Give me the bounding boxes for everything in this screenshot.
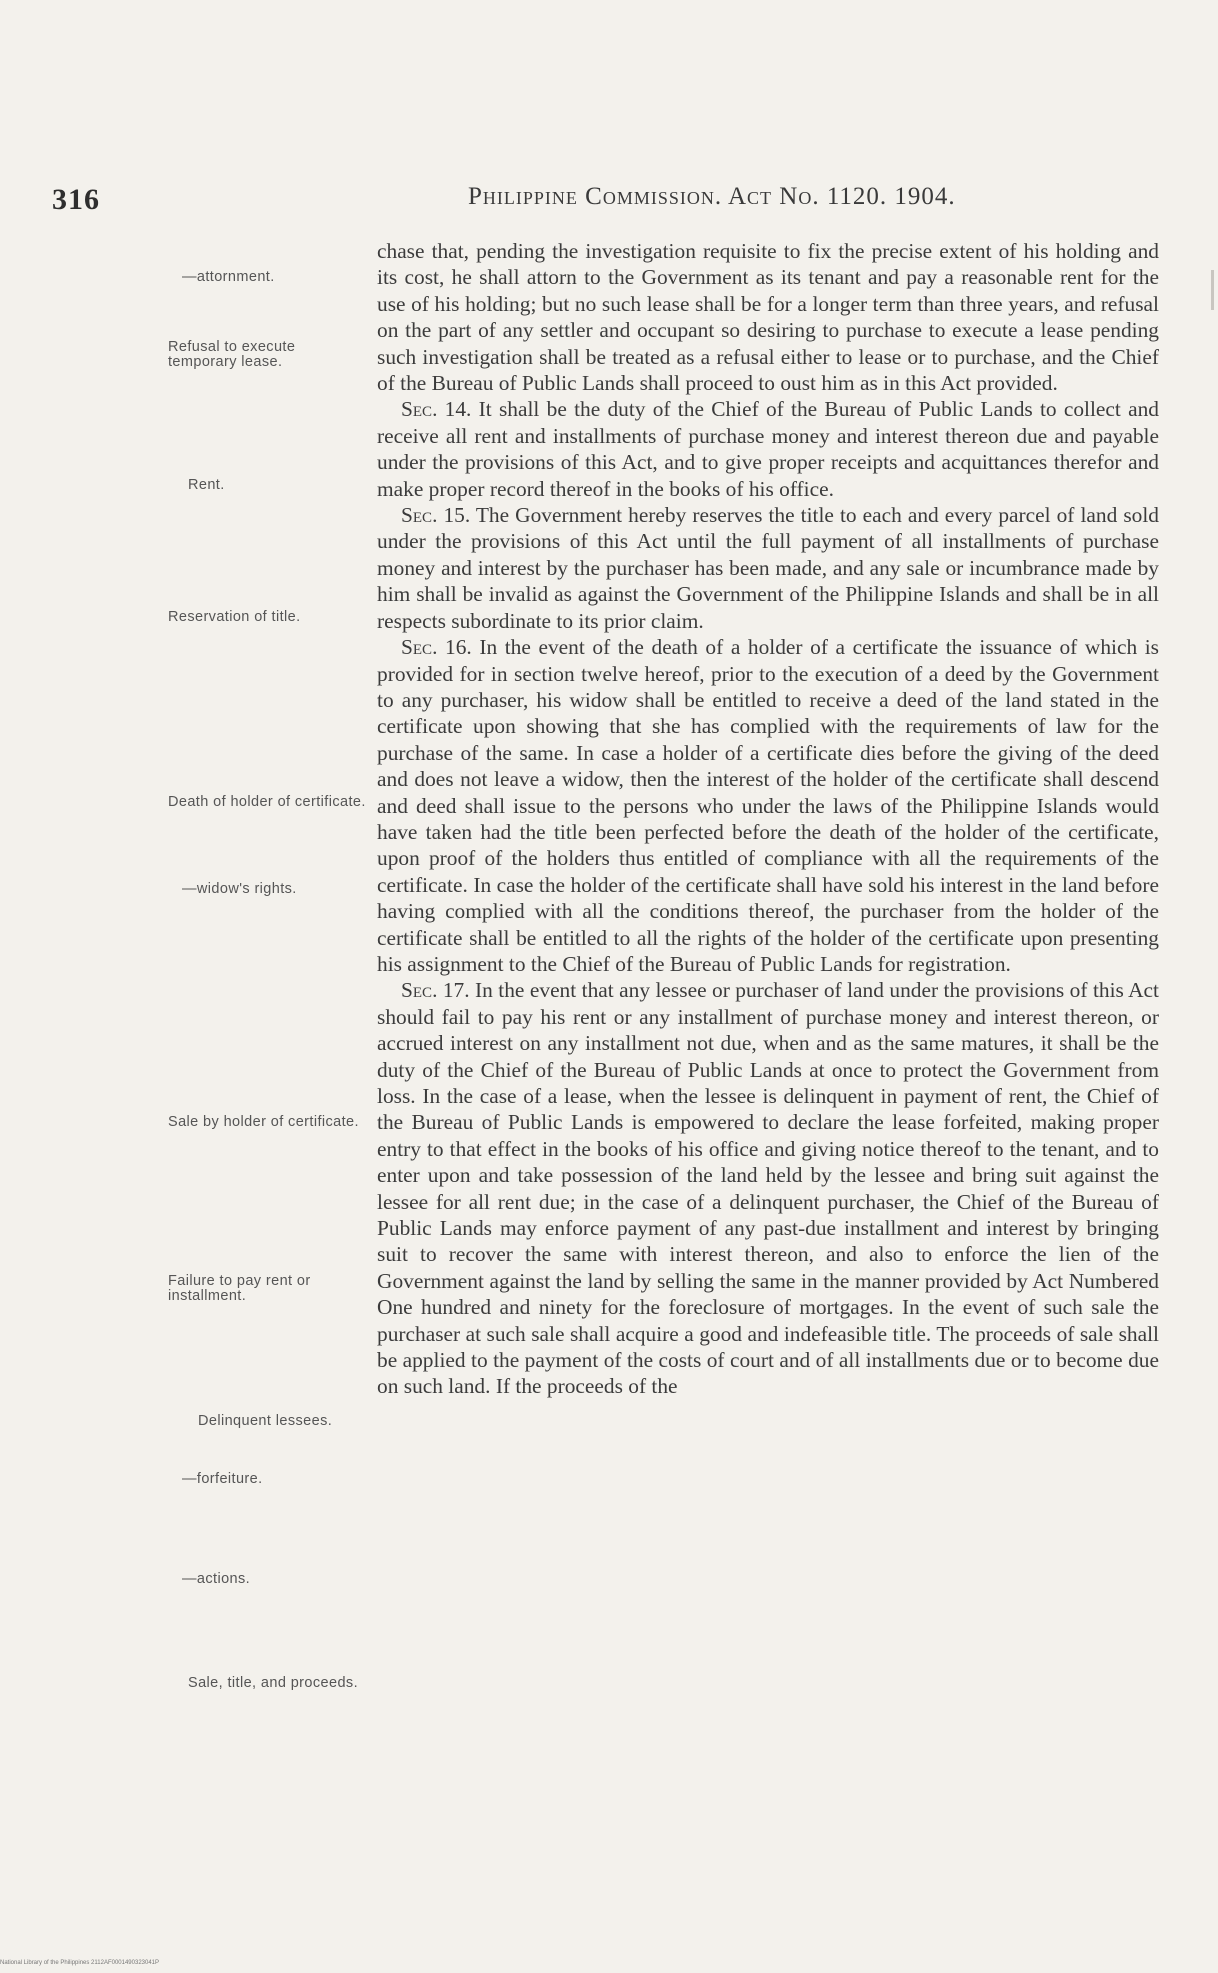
page-number: 316 bbox=[52, 183, 100, 216]
paragraph-text: In the event that any lessee or purchaser of land under the provisions of this Act should fail to pay his rent or any installment of purchase money and interest thereon, or accrued interest on any installment not due, when and as the same matures, it shall be the duty of the Chief of the Bureau of Public Lands at once to protect the Government from loss. In the case of a lease, when the lessee is delinquent in payment of rent, the Chief of the Bureau of Public Lands is empowered to declare the lease forfeited, making proper entry to that effect in the books of his office and giving notice thereof to the tenant, and to enter upon and take possession of the land held by the lessee and bring suit against the lessee for all rent due; in the case of a delinquent purchaser, the Chief of the Bureau of Public Lands may enforce payment of any past-due installment and interest by bringing suit to recover the same with interest thereon, and also to enforce the lien of the Government against the land by selling the same in the manner provided by Act Numbered One hundred and ninety for the foreclosure of mortgages. In the event of such sale the purchaser at such sale shall acquire a good and indefeasible title. The proceeds of sale shall be applied to the payment of the costs of court and of all installments due or to become due on such land. If the proceeds of the bbox=[377, 978, 1159, 1399]
section-label: Sec. 17. bbox=[401, 978, 470, 1003]
margin-note-actions: —actions. bbox=[182, 1571, 251, 1587]
margin-note-reservation-title: Reservation of title. bbox=[168, 609, 301, 625]
margin-note-forfeiture: —forfeiture. bbox=[182, 1471, 263, 1487]
paragraph-continuation bbox=[377, 238, 1159, 396]
paragraph-sec-16 bbox=[377, 634, 1159, 977]
margin-note-rent: Rent. bbox=[188, 477, 225, 493]
margin-note-attornment: —attornment. bbox=[182, 269, 275, 285]
paragraph-text: The Government hereby reserves the title to each and every parcel of land sold under the provisions of this Act until the full payment of all installments of purchase money and interest by the purchaser has been made, and any sale or incumbrance made by him shall be invalid as against the Government of the Philippine Islands and shall be in all respects subordinate to its prior claim. bbox=[377, 503, 1159, 633]
paragraph-sec-17 bbox=[377, 977, 1159, 1400]
paragraph-sec-14 bbox=[377, 396, 1159, 502]
scan-footer: National Library of the Philippines 2112AF0001490323041P bbox=[0, 1960, 160, 1966]
margin-note-sale-holder: Sale by holder of certificate. bbox=[168, 1114, 359, 1130]
scan-edge-mark bbox=[1211, 270, 1214, 310]
margin-note-refusal-lease: Refusal to execute temporary lease. bbox=[168, 339, 296, 370]
running-head-text: Philippine Commission. Act No. 1120. 1904. bbox=[468, 183, 956, 210]
paragraph-text: It shall be the duty of the Chief of the Bureau of Public Lands to collect and receive all rent and installments of purchase money and interest thereon due and payable under the provisions of this Act, and to give proper receipts and acquittances therefor and make proper record thereof in the books of his office. bbox=[377, 397, 1159, 501]
section-label: Sec. 15. bbox=[401, 503, 471, 528]
section-label: Sec. 16. bbox=[401, 635, 472, 660]
margin-note-death-holder: Death of holder of certificate. bbox=[168, 794, 366, 810]
paragraph-text: chase that, pending the investigation requisite to fix the precise extent of his holding and its cost, he shall attorn to the Government as its tenant and pay a reasonable rent for the use of his holding; but no such lease shall be for a longer term than three years, and refusal on the part of any settler and occupant so desiring to purchase to execute a lease pending such investigation shall be treated as a refusal either to lease or to purchase, and the Chief of the Bureau of Public Lands shall proceed to oust him as in this Act provided. bbox=[377, 239, 1159, 396]
margin-note-failure-pay: Failure to pay rent or installment. bbox=[168, 1273, 311, 1304]
body-text bbox=[377, 238, 1159, 1400]
margin-note-delinquent-lessees: Delinquent lessees. bbox=[198, 1413, 333, 1429]
running-head bbox=[468, 183, 956, 211]
margin-note-widow-rights: —widow's rights. bbox=[182, 881, 297, 897]
paragraph-text: In the event of the death of a holder of a certificate the issuance of which is provided for in section twelve hereof, prior to the execution of a deed by the Government to any purchaser, his widow shall be entitled to receive a deed of the land stated in the certificate upon showing that she has complied with the requirements of law for the purchase of the same. In case a holder of a certificate dies before the giving of the deed and does not leave a widow, then the interest of the holder of the certificate shall descend and deed shall issue to the persons who under the laws of the Philippine Islands would have taken had the title been perfected before the death of the holder of the certificate, upon proof of the holders thus entitled of compliance with all the requirements of the certificate. In case the holder of the certificate shall have sold his interest in the land before having complied with all the conditions thereof, the purchaser from the holder of the certificate shall be entitled to all the rights of the holder of the certificate upon presenting his assignment to the Chief of the Bureau of Public Lands for registration. bbox=[377, 635, 1159, 976]
paragraph-sec-15 bbox=[377, 502, 1159, 634]
section-label: Sec. 14. bbox=[401, 397, 472, 422]
margin-note-sale-title-proceeds: Sale, title, and proceeds. bbox=[188, 1675, 358, 1691]
